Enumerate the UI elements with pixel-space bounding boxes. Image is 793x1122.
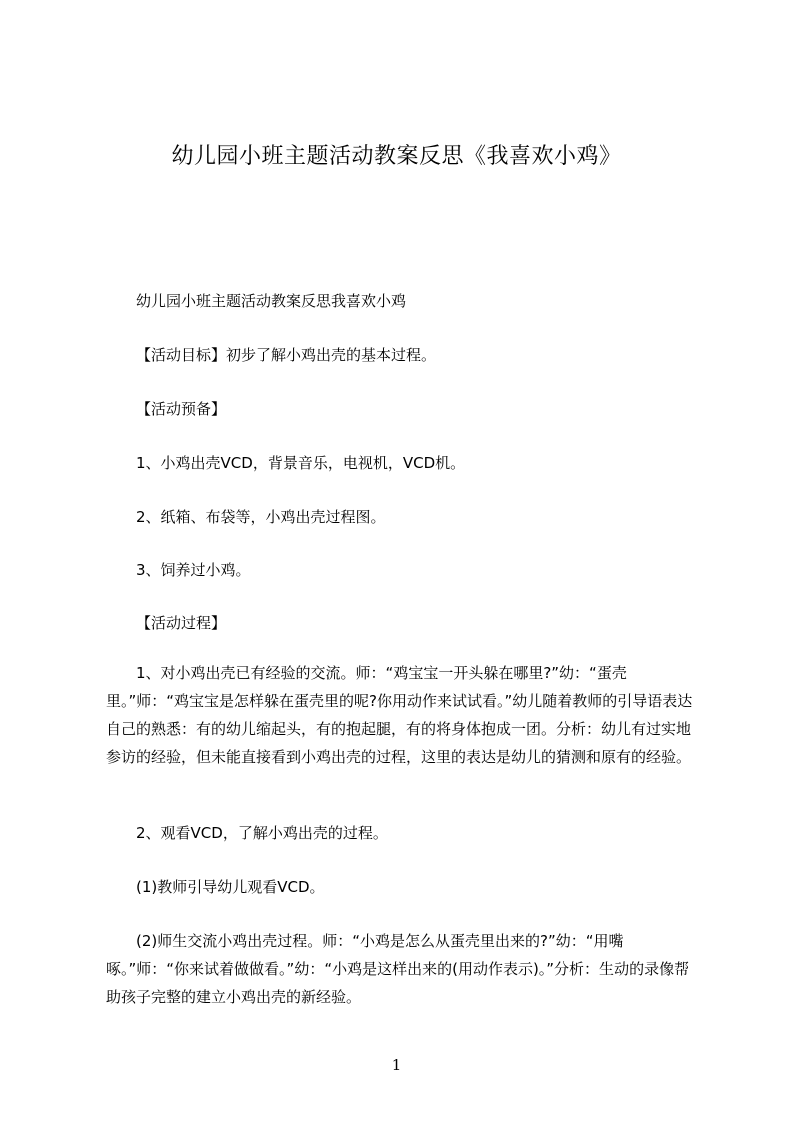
paragraph-subtitle: 幼儿园小班主题活动教案反思我喜欢小鸡 [136, 292, 407, 310]
paragraph-activity-process-heading: 【活动过程】 [136, 614, 227, 632]
paragraph-activity-preparation-heading: 【活动预备】 [136, 400, 227, 418]
paragraph-activity-goal: 【活动目标】初步了解小鸡出壳的基本过程。 [136, 346, 437, 364]
paragraph-preparation-item-2: 2、纸箱、布袋等，小鸡出壳过程图。 [136, 508, 386, 526]
document-title: 幼儿园小班主题活动教案反思《我喜欢小鸡》 [171, 144, 622, 169]
page-number: 1 [391, 1056, 402, 1074]
paragraph-process-step-2-1: (1)教师引导幼儿观看VCD。 [136, 878, 325, 896]
paragraph-preparation-item-1: 1、小鸡出壳VCD，背景音乐，电视机，VCD机。 [136, 454, 466, 472]
paragraph-process-step-1: 1、对小鸡出壳已有经验的交流。师：“鸡宝宝一开头躲在哪里?”幼：“蛋壳里。”师：“鸡宝宝是怎样躲在蛋壳里的呢?你用动作来试试看。”幼儿随着教师的引导语表达自己的熟悉：有的幼儿缩起头，有的抱起腿，有的将身体抱成一团。分析：幼儿有过实地参访的经验，但未能直接看到小鸡出壳的过程，这里的表达是幼儿的猜测和原有的经验。 [106, 664, 693, 766]
paragraph-process-step-2-2: (2)师生交流小鸡出壳过程。师：“小鸡是怎么从蛋壳里出来的?”幼：“用嘴啄。”师：“你来试着做做看。”幼：“小鸡是这样出来的(用动作表示)。”分析：生动的录像帮助孩子完整的建立小鸡出壳的新经验。 [106, 932, 690, 1006]
paragraph-preparation-item-3: 3、饲养过小鸡。 [136, 561, 251, 579]
paragraph-process-step-2: 2、观看VCD，了解小鸡出壳的过程。 [136, 824, 388, 842]
